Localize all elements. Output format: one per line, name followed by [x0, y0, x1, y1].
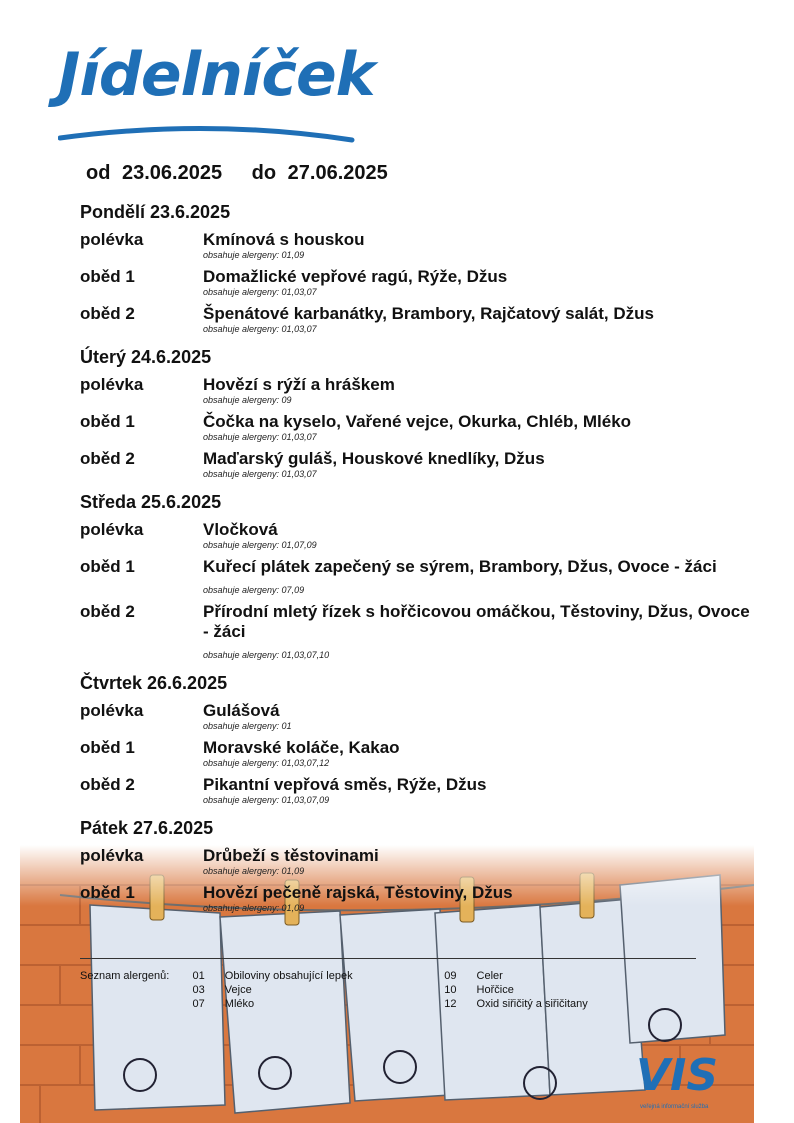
- day-title: Čtvrtek 26.6.2025: [80, 673, 228, 693]
- meal-row: [80, 375, 760, 406]
- meal-row: [80, 738, 760, 769]
- meal-allergens: obsahuje alergeny: 09: [203, 395, 292, 405]
- page-title: Jídelníček: [58, 40, 375, 110]
- day-tuesday: [80, 345, 760, 480]
- legend-label: Seznam alergenů:: [80, 970, 170, 982]
- meal-allergens: obsahuje alergeny: 01,03,07: [203, 324, 317, 334]
- meal-name: Moravské koláče, Kakao: [203, 738, 400, 757]
- day-friday: [80, 816, 760, 914]
- vis-logo-subtitle: veřejná informační služba: [640, 1104, 709, 1110]
- meal-row: [80, 449, 760, 480]
- meal-label: polévka: [80, 846, 144, 865]
- meal-label: polévka: [80, 230, 144, 249]
- meal-label: oběd 2: [80, 775, 135, 794]
- meal-row: [80, 267, 760, 298]
- date-from-label: od: [86, 162, 111, 184]
- meal-allergens: obsahuje alergeny: 01,03,07,09: [203, 795, 330, 805]
- legend-row: [80, 969, 696, 983]
- meal-row: [80, 230, 760, 261]
- meal-allergens: obsahuje alergeny: 01,03,07: [203, 432, 317, 442]
- meal-name: Hovězí pečeně rajská, Těstoviny, Džus: [203, 883, 513, 902]
- meal-row: [80, 520, 760, 551]
- allergen-code: 03: [192, 984, 205, 996]
- meal-allergens: obsahuje alergeny: 01,03,07,12: [203, 758, 330, 768]
- meal-name: Kmínová s houskou: [203, 230, 365, 249]
- menu-title-logo: [58, 40, 375, 150]
- meal-name: Hovězí s rýží a hráškem: [203, 375, 395, 394]
- meal-label: oběd 2: [80, 449, 135, 468]
- meal-allergens: obsahuje alergeny: 01,03,07: [203, 287, 317, 297]
- meal-row: [80, 304, 760, 335]
- meal-allergens: obsahuje alergeny: 01,07,09: [203, 540, 317, 550]
- meal-row: [80, 602, 760, 661]
- date-from: 23.06.2025: [122, 162, 223, 184]
- allergen-code: 09: [444, 970, 457, 982]
- allergen-desc: Celer: [476, 970, 503, 982]
- allergen-desc: Obiloviny obsahující lepek: [224, 970, 353, 982]
- meal-name: Drůbeží s těstovinami: [203, 846, 379, 865]
- meal-row: [80, 775, 760, 806]
- meal-name: Maďarský guláš, Houskové knedlíky, Džus: [203, 449, 545, 468]
- allergen-desc: Vejce: [224, 984, 252, 996]
- meal-allergens: obsahuje alergeny: 01,09: [203, 866, 305, 876]
- meal-label: oběd 1: [80, 738, 135, 757]
- meal-label: oběd 1: [80, 267, 135, 286]
- meal-row: [80, 701, 760, 732]
- allergen-desc: Hořčice: [476, 984, 514, 996]
- meal-allergens: obsahuje alergeny: 01,03,07,10: [203, 650, 330, 660]
- meal-allergens: obsahuje alergeny: 01: [203, 721, 292, 731]
- meal-row: [80, 883, 760, 914]
- day-thursday: [80, 671, 760, 806]
- meal-name: Přírodní mletý řízek s hořčicovou omáčkou, Těstoviny, Džus, Ovoce - žáci: [203, 602, 750, 641]
- meal-label: oběd 2: [80, 304, 135, 323]
- meal-name: Vločková: [203, 520, 278, 539]
- allergen-legend: [80, 958, 696, 1011]
- vis-logo: VIS: [636, 1050, 719, 1101]
- date-range: [86, 162, 394, 185]
- meal-row: [80, 412, 760, 443]
- day-wednesday: [80, 490, 760, 661]
- meal-row: [80, 557, 760, 596]
- meal-name: Kuřecí plátek zapečený se sýrem, Brambory, Džus, Ovoce - žáci: [203, 557, 717, 576]
- meal-label: oběd 1: [80, 557, 135, 576]
- day-title: Pondělí 23.6.2025: [80, 202, 231, 222]
- day-title: Středa 25.6.2025: [80, 492, 222, 512]
- allergen-desc: Mléko: [224, 998, 255, 1010]
- legend-row: [80, 997, 696, 1011]
- day-monday: [80, 200, 760, 335]
- meal-row: [80, 846, 760, 877]
- date-to: 27.06.2025: [287, 162, 388, 184]
- meal-allergens: obsahuje alergeny: 01,03,07: [203, 469, 317, 479]
- date-to-label: do: [251, 162, 277, 184]
- allergen-code: 07: [192, 998, 205, 1010]
- meal-label: polévka: [80, 375, 144, 394]
- meal-name: Čočka na kyselo, Vařené vejce, Okurka, Chléb, Mléko: [203, 412, 632, 431]
- title-swoosh-decoration: [58, 118, 358, 148]
- meal-label: polévka: [80, 520, 144, 539]
- weekly-menu: [80, 200, 760, 924]
- meal-allergens: obsahuje alergeny: 01,09: [203, 903, 305, 913]
- meal-name: Gulášová: [203, 701, 280, 720]
- meal-allergens: obsahuje alergeny: 07,09: [203, 585, 305, 595]
- allergen-code: 10: [444, 984, 457, 996]
- meal-label: oběd 2: [80, 602, 135, 621]
- meal-allergens: obsahuje alergeny: 01,09: [203, 250, 305, 260]
- allergen-code: 01: [192, 970, 205, 982]
- day-title: Úterý 24.6.2025: [80, 347, 212, 367]
- meal-label: oběd 1: [80, 412, 135, 431]
- meal-name: Špenátové karbanátky, Brambory, Rajčatový salát, Džus: [203, 304, 654, 323]
- day-title: Pátek 27.6.2025: [80, 818, 214, 838]
- allergen-code: 12: [444, 998, 457, 1010]
- meal-label: polévka: [80, 701, 144, 720]
- meal-name: Domažlické vepřové ragú, Rýže, Džus: [203, 267, 508, 286]
- meal-label: oběd 1: [80, 883, 135, 902]
- allergen-desc: Oxid siřičitý a siřičitany: [476, 998, 588, 1010]
- meal-name: Pikantní vepřová směs, Rýže, Džus: [203, 775, 487, 794]
- legend-row: [80, 983, 696, 997]
